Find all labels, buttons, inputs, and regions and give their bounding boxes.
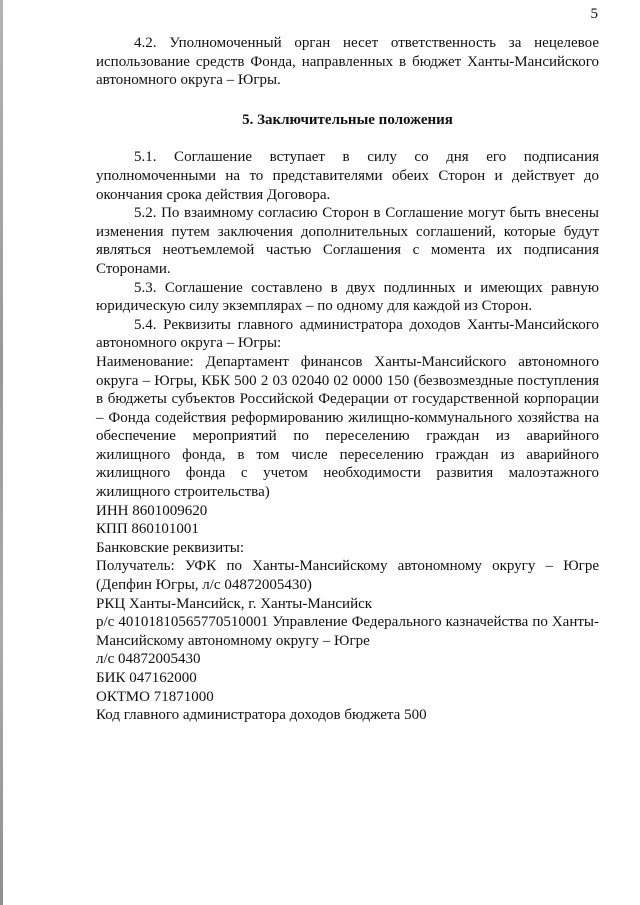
paragraph-5-4: 5.4. Реквизиты главного администратора доходов Ханты-Мансийского автономного округа – Югры: [96, 316, 599, 352]
personal-account-line: л/с 04872005430 [96, 651, 201, 668]
paragraph-5-1: 5.1. Соглашение вступает в силу со дня его подписания уполномоченными на то представителями обеих Сторон и действует до окончания срока действия Договора. [96, 149, 599, 203]
section-5-heading: 5. Заключительные положения [242, 111, 453, 128]
recipient-line: Получатель: УФК по Ханты-Мансийскому автономному округу – Югре (Депфин Югры, л/с 04872005430) [96, 558, 599, 594]
bank-details-label: Банковские реквизиты: [96, 539, 245, 556]
inn-line: ИНН 8601009620 [96, 502, 208, 519]
kpp-line: КПП 860101001 [96, 521, 199, 538]
admin-code-line: Код главного администратора доходов бюджета 500 [96, 707, 427, 724]
rkc-line: РКЦ Ханты-Мансийск, г. Ханты-Мансийск [96, 595, 373, 612]
scan-edge-shadow [0, 0, 3, 905]
paragraph-5-3: 5.3. Соглашение составлено в двух подлинных и имеющих равную юридическую силу экземплярах – по одному для каждой из Сторон. [96, 279, 599, 315]
bik-line: БИК 047162000 [96, 670, 197, 686]
organization-name: Наименование: Департамент финансов Ханты-Мансийского автономного округа – Югры, КБК 500 2 03 02040 02 0000 150 (безвозмездные поступления в бюджеты субъектов Российской Федерации от государственной корпорации – Фонда содействия реформированию жилищно-коммунального хозяйства на обеспечение мероприятий по переселению граждан из аварийного жилищного фонда, в том числе переселению граждан из аварийного жилищного фонда с учетом необходимости развития малоэтажного жилищного строительства) [96, 353, 599, 501]
paragraph-4-2: 4.2. Уполномоченный орган несет ответственность за нецелевое использование средств Фонда, направленных в бюджет Ханты-Мансийского автономного округа – Югры. [96, 35, 599, 89]
account-line: р/с 40101810565770510001 Управление Федерального казначейства по Ханты-Мансийскому автономному округу – Югре [96, 614, 599, 649]
page-number: 5 [590, 6, 598, 22]
document-body [96, 34, 599, 725]
oktmo-line: ОКТМО 71871000 [96, 688, 214, 705]
paragraph-5-2: 5.2. По взаимному согласию Сторон в Соглашение могут быть внесены изменения путем заключения дополнительных соглашений, которые будут являться неотъемлемой частью Соглашения с момента их подписания Сторонами. [96, 205, 599, 277]
